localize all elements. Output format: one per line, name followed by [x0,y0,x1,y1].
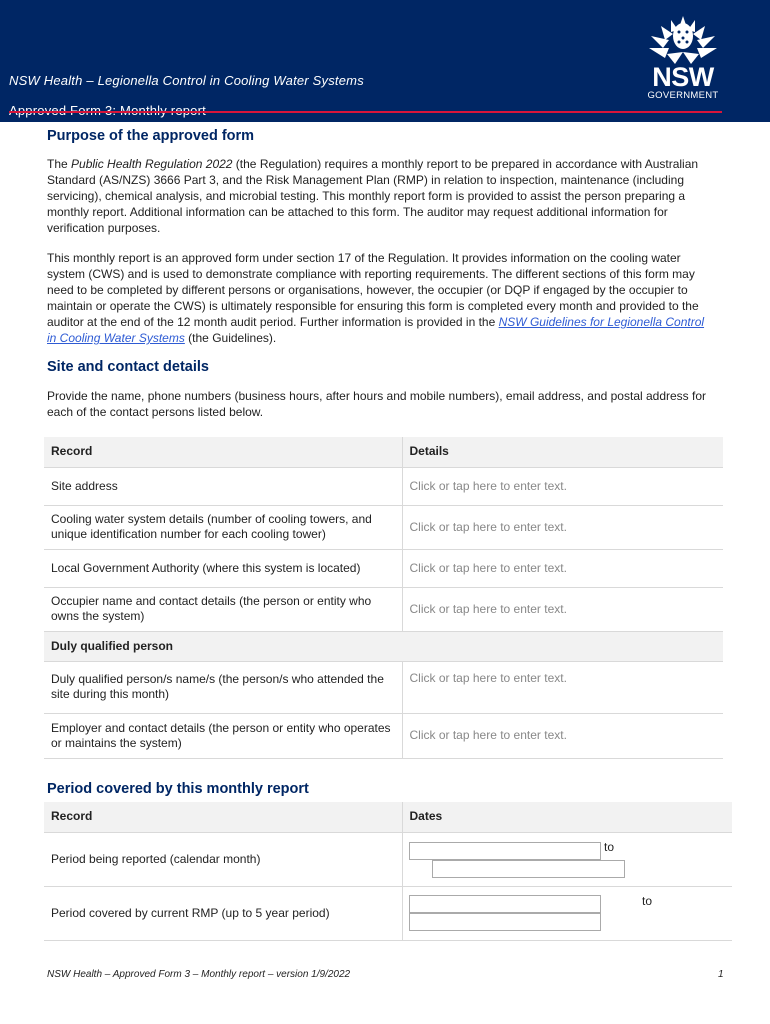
table-row [44,886,732,940]
page-header [0,0,770,122]
table-subheader-row [44,631,723,661]
employer-input[interactable]: Click or tap here to enter text. [402,713,723,758]
cws-details-input[interactable]: Click or tap here to enter text. [402,505,723,549]
table-row [44,467,723,505]
site-contact-heading: Site and contact details [47,359,209,375]
guidelines-link[interactable]: NSW Guidelines for Legionella Control in Cooling Water Systems [47,315,705,345]
nsw-government-logo [640,14,726,102]
table-row [44,713,723,758]
period-start-date-input[interactable] [409,842,601,860]
table-row [44,832,732,886]
page-footer: NSW Health – Approved Form 3 – Monthly report – version 1/9/2022 [47,969,351,980]
row-label-period-reported: Period being reported (calendar month) [44,832,402,886]
logo-nsw-text: NSW [652,62,714,92]
site-address-input[interactable]: Click or tap here to enter text. [402,467,723,505]
document-title: NSW Health – Legionella Control in Cooling Water Systems [9,73,364,88]
table-row [44,661,723,713]
period-end-date-input[interactable] [432,860,625,878]
row-label-dqp-names: Duly qualified person/s name/s (the person/s who attended the site during this month) [44,661,402,713]
rmp-start-date-input[interactable] [409,895,601,913]
page-number: 1 [718,969,724,980]
purpose-paragraph-2: This monthly report is an approved form under section 17 of the Regulation. It provides information on the cooling water system (CWS) and is used to demonstrate compliance with reporting requirements. The different sections of this form may need to be completed by different persons or organisations, however, the occupier (or DQP if engaged by the occupier to maintain or operate the CWS) is ultimately responsible for ensuring this form is completed every month and provided to the auditor at the end of the 12 month audit period. Further information is provided in the NSW Guidelines for Legionella Control in Cooling Water Systems (the Guidelines). [47,251,705,345]
dqp-names-input[interactable]: Click or tap here to enter text. [402,661,723,713]
waratah-icon [645,14,721,64]
table-row [44,505,723,549]
site-contact-intro: Provide the name, phone numbers (business hours, after hours and mobile numbers), email address, and postal address for each of the contact persons listed below. [47,389,707,419]
table-header-row [44,437,723,467]
purpose-paragraph-1: The Public Health Regulation 2022 (the Regulation) requires a monthly report to be prepared in accordance with Australian Standard (AS/NZS) 3666 Part 3, and the Risk Management Plan (RMP) in relation to inspection, maintenance (including servicing), chemical analysis, and microbial testing. This monthly report form is provided to assist the person preparing a monthly report. Additional information can be attached to this form. The auditor may request additional information for verification purposes. [47,157,699,235]
column-header-dates: Dates [402,802,732,832]
row-label-cws-details: Cooling water system details (number of cooling towers, and unique identification number for each cooling tower) [44,505,402,549]
table-header-row [44,802,732,832]
period-table [44,802,732,941]
column-header-details: Details [402,437,723,467]
column-header-record: Record [44,802,402,832]
lga-input[interactable]: Click or tap here to enter text. [402,549,723,587]
dqp-subheading: Duly qualified person [44,631,723,661]
rmp-end-date-input[interactable] [409,913,601,931]
table-row [44,549,723,587]
period-to-label: to [604,840,615,854]
row-label-occupier: Occupier name and contact details (the person or entity who owns the system) [44,587,402,631]
row-label-lga: Local Government Authority (where this system is located) [44,549,402,587]
row-label-employer: Employer and contact details (the person or entity who operates or maintains the system) [44,713,402,758]
purpose-heading: Purpose of the approved form [47,128,255,144]
row-label-rmp-period: Period covered by current RMP (up to 5 year period) [44,886,402,940]
row-label-site-address: Site address [44,467,402,505]
header-divider [9,111,722,113]
site-contact-table [44,437,723,759]
period-heading: Period covered by this monthly report [47,781,309,797]
column-header-record: Record [44,437,402,467]
logo-government-text: GOVERNMENT [647,90,719,101]
table-row [44,587,723,631]
occupier-input[interactable]: Click or tap here to enter text. [402,587,723,631]
rmp-to-label: to [642,894,653,908]
